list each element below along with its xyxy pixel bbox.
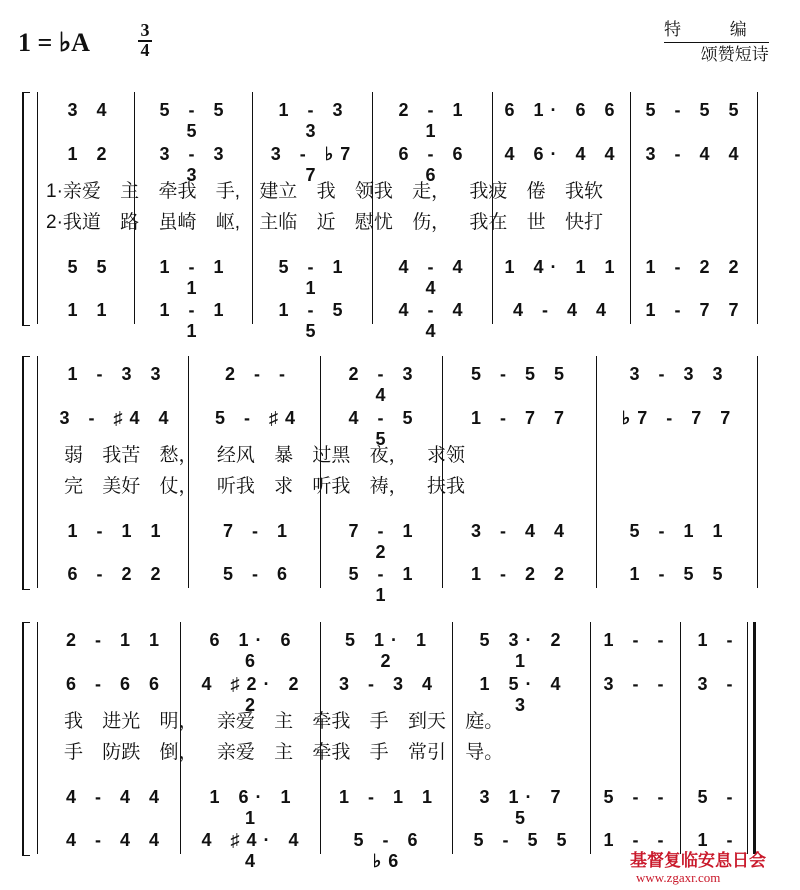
system-brace: [22, 356, 30, 590]
measure-s2-p3-m3: 7 - 1 2: [348, 521, 420, 562]
measure-s2-p3-m2: 7 - 1: [222, 521, 295, 541]
measure-s1-p4-m5: 4 - 4 4: [512, 300, 614, 320]
measure-s3-p1-m3: 5 1· 1 2: [344, 630, 434, 671]
lyric-line-2: 手 防跌 倒， 亲爱 主 牵我 手 常引 导。: [64, 742, 504, 763]
barline: [37, 356, 38, 588]
measure-s1-p3-m3: 5 - 1 1: [278, 257, 350, 298]
measure-s1-p2-m5: 4 6· 4 4: [504, 144, 622, 164]
measure-s1-p1-m1: 3 4: [67, 100, 114, 120]
measure-s2-p1-m1: 1 - 3 3: [67, 364, 168, 384]
key-signature: 1 = ♭A: [18, 28, 90, 57]
measure-s1-p4-m3: 1 - 5 5: [278, 300, 350, 341]
credit: [664, 18, 769, 67]
measure-s3-p2-m6: 3 -: [697, 674, 740, 694]
lyric-line-2: 完 美好 仗， 听我 求 听我 祷， 扶我: [64, 476, 465, 497]
measure-s1-p1-m6: 5 - 5 5: [645, 100, 746, 120]
measure-s1-p1-m2: 5 - 5 5: [159, 100, 231, 141]
barline: [757, 356, 758, 588]
measure-s3-p2-m4: 1 5· 4 3: [479, 674, 568, 715]
measure-s3-p4-m5: 1 - -: [603, 830, 671, 850]
measure-s2-p3-m1: 1 - 1 1: [67, 521, 168, 541]
measure-s3-p1-m5: 1 - -: [603, 630, 671, 650]
measure-s2-p2-m4: 1 - 7 7: [470, 408, 572, 428]
measure-s3-p4-m1: 4 - 4 4: [65, 830, 167, 850]
measure-s1-p4-m4: 4 - 4 4: [398, 300, 470, 341]
measure-s2-p4-m4: 1 - 2 2: [470, 564, 572, 584]
credit-line2: 颂赞短诗: [700, 45, 769, 64]
measure-s3-p4-m2: 4 ♯4· 4 4: [201, 830, 306, 871]
measure-s1-p1-m3: 1 - 3 3: [278, 100, 350, 141]
measure-s1-p2-m2: 3 - 3 3: [159, 144, 231, 185]
measure-s2-p2-m5: ♭7 - 7 7: [621, 408, 738, 428]
measure-s3-p3-m5: 5 - -: [603, 787, 671, 807]
time-signature: [138, 22, 152, 59]
measure-s2-p4-m2: 5 - 6: [222, 564, 295, 584]
measure-s2-p3-m4: 3 - 4 4: [470, 521, 572, 541]
measure-s2-p4-m5: 1 - 5 5: [629, 564, 730, 584]
measure-s2-p4-m3: 5 - 1 1: [348, 564, 420, 605]
watermark-url: www.zgaxr.com: [636, 870, 721, 885]
measure-s3-p1-m2: 6 1· 6 6: [209, 630, 298, 671]
measure-s3-p3-m6: 5 -: [697, 787, 740, 807]
measure-s1-p2-m1: 1 2: [67, 144, 114, 164]
measure-s3-p2-m3: 3 - 3 4: [338, 674, 440, 694]
lyric-line-1: 1·亲爱 主 牵我 手, 建立 我 领我 走， 我疲 倦 我软: [46, 181, 603, 202]
measure-s1-p2-m3: 3 - ♭7 7: [270, 144, 358, 185]
measure-s3-p4-m3: 5 - 6 ♭6: [353, 830, 425, 871]
measure-s3-p4-m4: 5 - 5 5: [473, 830, 574, 850]
measure-s2-p3-m5: 5 - 1 1: [629, 521, 730, 541]
meter-top: 3: [140, 20, 150, 40]
measure-s1-p3-m1: 5 5: [67, 257, 114, 277]
measure-s3-p1-m4: 5 3· 2 1: [479, 630, 568, 671]
lyric-line-2: 2·我道 路 虽崎 岖, 主临 近 慰忧 伤， 我在 世 快打: [46, 212, 603, 233]
barline: [37, 622, 38, 854]
measure-s2-p2-m2: 5 - ♯4: [214, 408, 303, 428]
measure-s2-p1-m4: 5 - 5 5: [470, 364, 572, 384]
measure-s3-p3-m3: 1 - 1 1: [338, 787, 440, 807]
meter-bottom: 4: [140, 40, 150, 60]
measure-s3-p1-m1: 2 - 1 1: [65, 630, 167, 650]
measure-s1-p3-m4: 4 - 4 4: [398, 257, 470, 298]
measure-s2-p1-m2: 2 - -: [224, 364, 292, 384]
system-brace: [22, 622, 30, 856]
lyric-line-1: 弱 我苦 愁， 经风 暴 过黑 夜， 求领: [64, 445, 465, 466]
measure-s1-p4-m2: 1 - 1 1: [159, 300, 231, 341]
measure-s2-p4-m1: 6 - 2 2: [67, 564, 168, 584]
measure-s1-p3-m5: 1 4· 1 1: [504, 257, 622, 277]
credit-line1: 特 编: [664, 18, 769, 43]
measure-s1-p4-m1: 1 1: [67, 300, 114, 320]
measure-s1-p1-m4: 2 - 1 1: [398, 100, 470, 141]
measure-s2-p1-m3: 2 - 3 4: [348, 364, 420, 405]
measure-s1-p3-m2: 1 - 1 1: [159, 257, 231, 298]
system-2: [0, 356, 800, 605]
barline: [757, 92, 758, 324]
measure-s2-p2-m1: 3 - ♯4 4: [59, 408, 176, 428]
measure-s3-p3-m1: 4 - 4 4: [65, 787, 167, 807]
measure-s1-p1-m5: 6 1· 6 6: [504, 100, 622, 120]
measure-s2-p1-m5: 3 - 3 3: [629, 364, 730, 384]
system-brace: [22, 92, 30, 326]
measure-s3-p3-m2: 1 6· 1 1: [209, 787, 298, 828]
lyric-line-1: 我 进光 明， 亲爱 主 牵我 手 到天 庭。: [64, 711, 504, 732]
measure-s1-p2-m4: 6 - 6 6: [398, 144, 470, 185]
measure-s1-p4-m6: 1 - 7 7: [645, 300, 746, 320]
measure-s3-p4-m6: 1 -: [697, 830, 740, 850]
system-1: [0, 92, 800, 341]
watermark-title: 基督复临安息日会: [630, 851, 766, 870]
measure-s3-p3-m4: 3 1· 7 5: [479, 787, 568, 828]
measure-s1-p3-m6: 1 - 2 2: [645, 257, 746, 277]
measure-s2-p2-m3: 4 - 5 5: [348, 408, 420, 449]
measure-s3-p2-m1: 6 - 6 6: [65, 674, 167, 694]
measure-s3-p2-m2: 4 ♯2· 2 2: [201, 674, 306, 715]
barline: [37, 92, 38, 324]
measure-s3-p2-m5: 3 - -: [603, 674, 671, 694]
measure-s3-p1-m6: 1 -: [697, 630, 740, 650]
measure-s1-p2-m6: 3 - 4 4: [645, 144, 746, 164]
